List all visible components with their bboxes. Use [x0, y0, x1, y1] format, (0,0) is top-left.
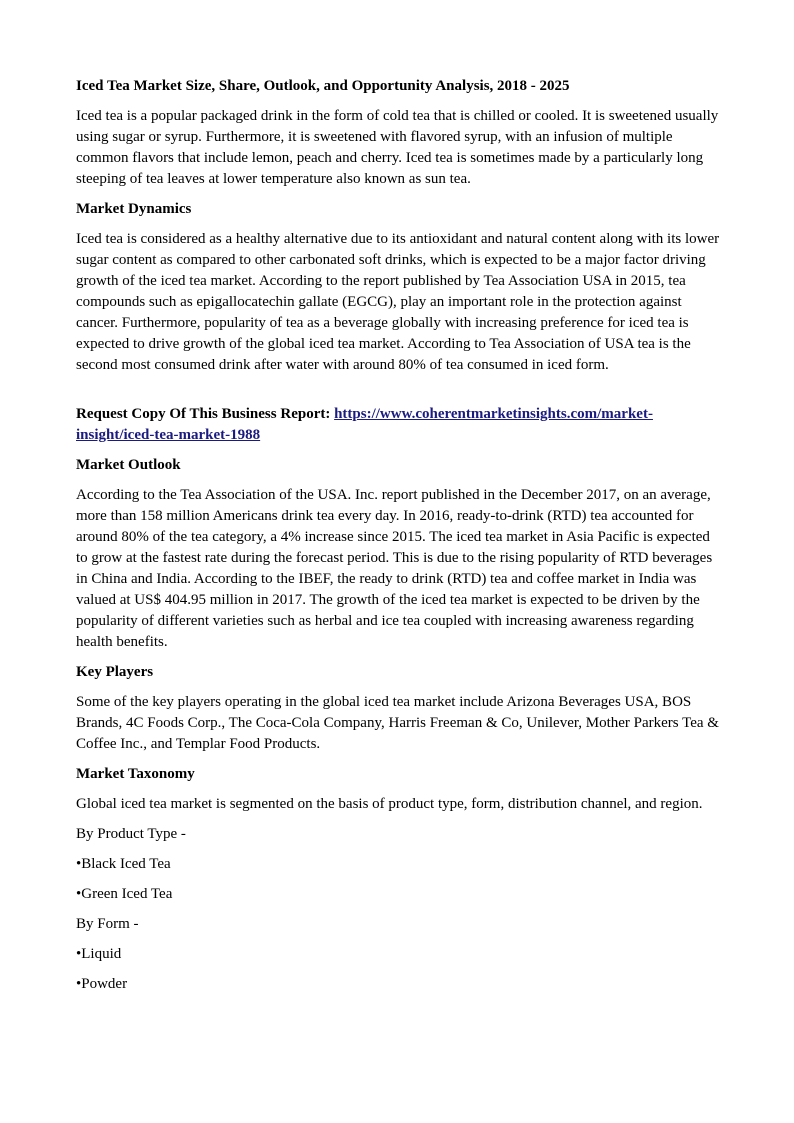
market-outlook-heading: Market Outlook	[76, 457, 181, 473]
request-copy-label: Request Copy Of This Business Report:	[76, 406, 335, 422]
document-page	[76, 76, 721, 995]
key-players-heading: Key Players	[76, 664, 154, 680]
list-item: •Powder	[76, 976, 128, 992]
market-dynamics-paragraph: Iced tea is considered as a healthy alternative due to its antioxidant and natural content along with its lower sugar content as compared to other carbonated soft drinks, which is expected to be a major factor driving growth of the iced tea market. According to the report published by Tea Association USA in 2015, tea compounds such as epigallocatechin gallate (EGCG), play an important role in the protection against cancer. Furthermore, popularity of tea as a beverage globally with increasing preference for iced tea is expected to drive growth of the global iced tea market. According to Tea Association of USA tea is the second most consumed drink after water with around 80% of tea consumed in iced form.	[76, 231, 720, 373]
list-item: •Liquid	[76, 946, 122, 962]
form-label: By Form -	[76, 916, 139, 932]
market-taxonomy-heading: Market Taxonomy	[76, 766, 195, 782]
list-item: •Black Iced Tea	[76, 856, 171, 872]
market-taxonomy-paragraph: Global iced tea market is segmented on the basis of product type, form, distribution channel, and region.	[76, 796, 703, 812]
list-item: •Green Iced Tea	[76, 886, 173, 902]
document-title: Iced Tea Market Size, Share, Outlook, and Opportunity Analysis, 2018 - 2025	[76, 78, 570, 94]
intro-paragraph: Iced tea is a popular packaged drink in the form of cold tea that is chilled or cooled. It is sweetened usually using sugar or syrup. Furthermore, it is sweetened with flavored syrup, with an infusion of multiple common flavors that include lemon, peach and cherry. Iced tea is sometimes made by a particularly long steeping of tea leaves at lower temperature also known as sun tea.	[76, 108, 719, 187]
report-link[interactable]: https://www.coherentmarketinsights.com/market-insight/iced-tea-market-1988	[76, 406, 653, 443]
market-outlook-paragraph: According to the Tea Association of the USA. Inc. report published in the December 2017, on an average, more than 158 million Americans drink tea every day. In 2016, ready-to-drink (RTD) tea accounted for around 80% of the tea category, a 4% increase since 2015. The iced tea market in Asia Pacific is expected to grow at the fastest rate during the forecast period. This is due to the rising popularity of RTD beverages in China and India. According to the IBEF, the ready to drink (RTD) tea and coffee market in India was valued at US$ 404.95 million in 2017. The growth of the iced tea market is expected to be driven by the popularity of different varieties such as herbal and ice tea coupled with increasing awareness regarding health benefits.	[76, 487, 713, 650]
key-players-paragraph: Some of the key players operating in the global iced tea market include Arizona Beverages USA, BOS Brands, 4C Foods Corp., The Coca-Cola Company, Harris Freeman & Co, Unilever, Mother Parkers Tea & Coffee Inc., and Templar Food Products.	[76, 694, 719, 752]
request-copy-line	[76, 404, 721, 446]
market-dynamics-heading: Market Dynamics	[76, 201, 192, 217]
product-type-label: By Product Type -	[76, 826, 186, 842]
